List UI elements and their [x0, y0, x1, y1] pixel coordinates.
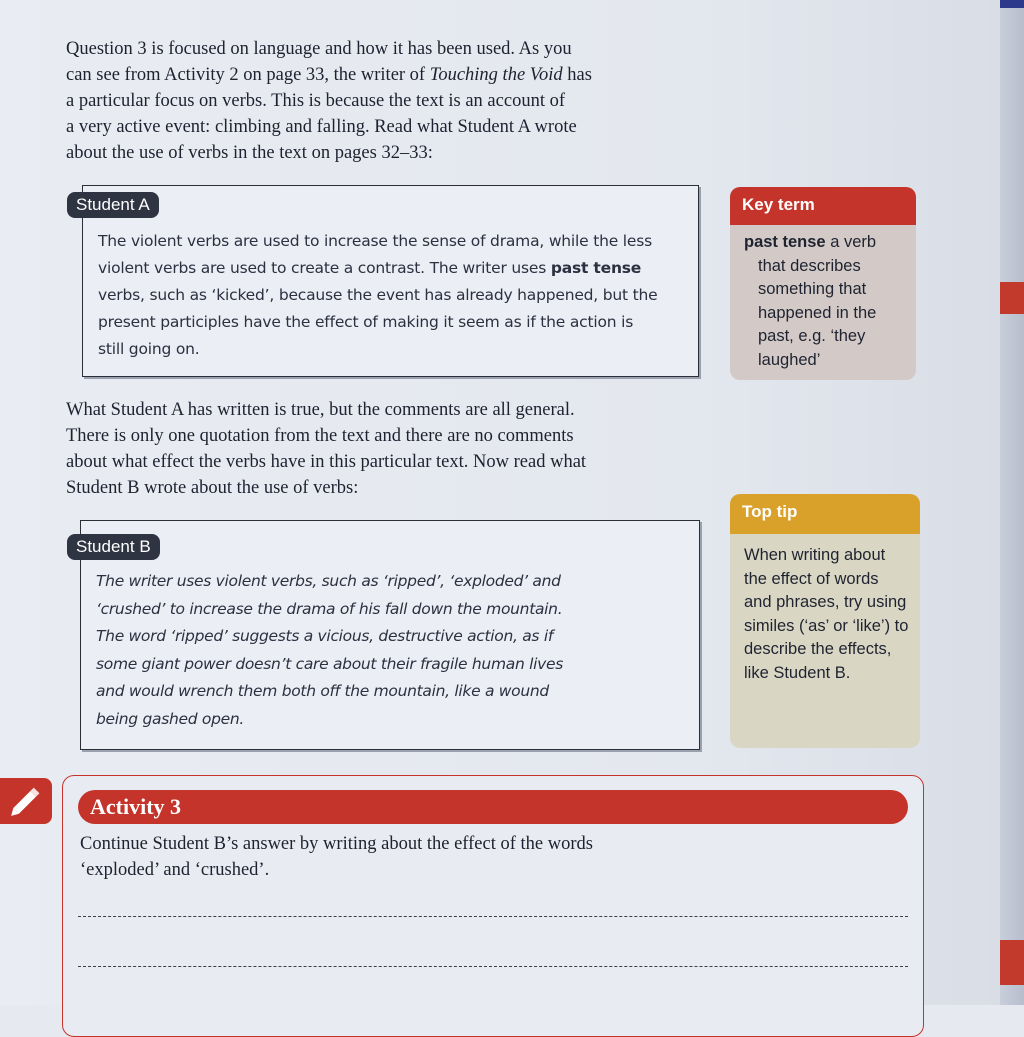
middle-paragraph: [66, 397, 706, 501]
key-term-body: [730, 225, 916, 380]
intro-paragraph: [66, 36, 706, 166]
top-tip-box: [730, 494, 920, 748]
key-term-word: past tense: [744, 233, 826, 251]
gutter-tab-red-lower: [1000, 940, 1024, 985]
key-term-line: something that: [758, 280, 867, 298]
key-term-line-1: [744, 231, 906, 255]
page-gutter: [1000, 0, 1024, 1005]
answer-line[interactable]: [78, 916, 908, 917]
key-term-line: laughed’: [758, 350, 821, 369]
intro-line-2-pre: can see from Activity 2 on page 33, the writer of: [66, 65, 430, 85]
student-a-text-2: verbs, such as ‘kicked’, because the event has already happened, but the present participles have the effect of making it seem as if the action is still going on.: [98, 286, 658, 358]
pencil-icon: [0, 778, 52, 824]
activity-3-instructions: [80, 831, 720, 883]
key-term-line: past, e.g. ‘they: [758, 327, 866, 345]
top-tip-body: When writing about the effect of words and phrases, try using similes (‘as’ or ‘like’) to describe the effects, like Student B.: [730, 534, 920, 748]
top-tip-header: Top tip: [730, 494, 920, 534]
intro-line-2-post: has: [562, 65, 592, 85]
activity-3-text: Continue Student B’s answer by writing about the effect of the words ‘exploded’ and ‘crushed’.: [80, 834, 593, 880]
student-b-label: Student B: [67, 534, 160, 560]
gutter-tab-blue: [1000, 0, 1024, 8]
key-term-line: happened in the: [758, 303, 877, 322]
student-a-answer: [98, 228, 657, 363]
student-a-label: Student A: [67, 192, 159, 218]
pencil-tab: [0, 778, 52, 824]
key-term-box: [730, 187, 916, 380]
answer-line[interactable]: [78, 966, 908, 967]
middle-text: What Student A has written is true, but the comments are all general. There is only one quotation from the text and there are no comments about what effect the verbs have in this particular text. Now read what Student B wrote about the use of verbs:: [66, 400, 587, 498]
key-term-header: Key term: [730, 187, 916, 225]
student-a-bold-term: past tense: [550, 259, 642, 277]
activity-3-title: Activity 3: [78, 790, 908, 824]
intro-line-1: Question 3 is focused on language and how it has been used. As you: [66, 39, 572, 59]
key-term-line: that describes: [758, 256, 861, 275]
student-b-answer: The writer uses violent verbs, such as ‘ripped’, ‘exploded’ and ‘crushed’ to increase the drama of his fall down the mountain. The word ‘ripped’ suggests a vicious, destructive action, as if some giant power doesn’t care about their fragile human lives and would wrench them both off the mountain, like a wound being gashed open.: [96, 572, 563, 728]
student-a-text-1: The violent verbs are used to increase the sense of drama, while the less violent verbs are used to create a contrast. The writer uses: [98, 232, 652, 277]
book-title: Touching the Void: [429, 65, 563, 85]
intro-rest: a particular focus on verbs. This is because the text is an account of a very active event: climbing and falling. Read what Student A wrote about the use of verbs in the text on pages 32–33:: [66, 91, 577, 163]
key-term-line-1-rest: a verb: [825, 233, 877, 251]
gutter-tab-red: [1000, 282, 1024, 314]
